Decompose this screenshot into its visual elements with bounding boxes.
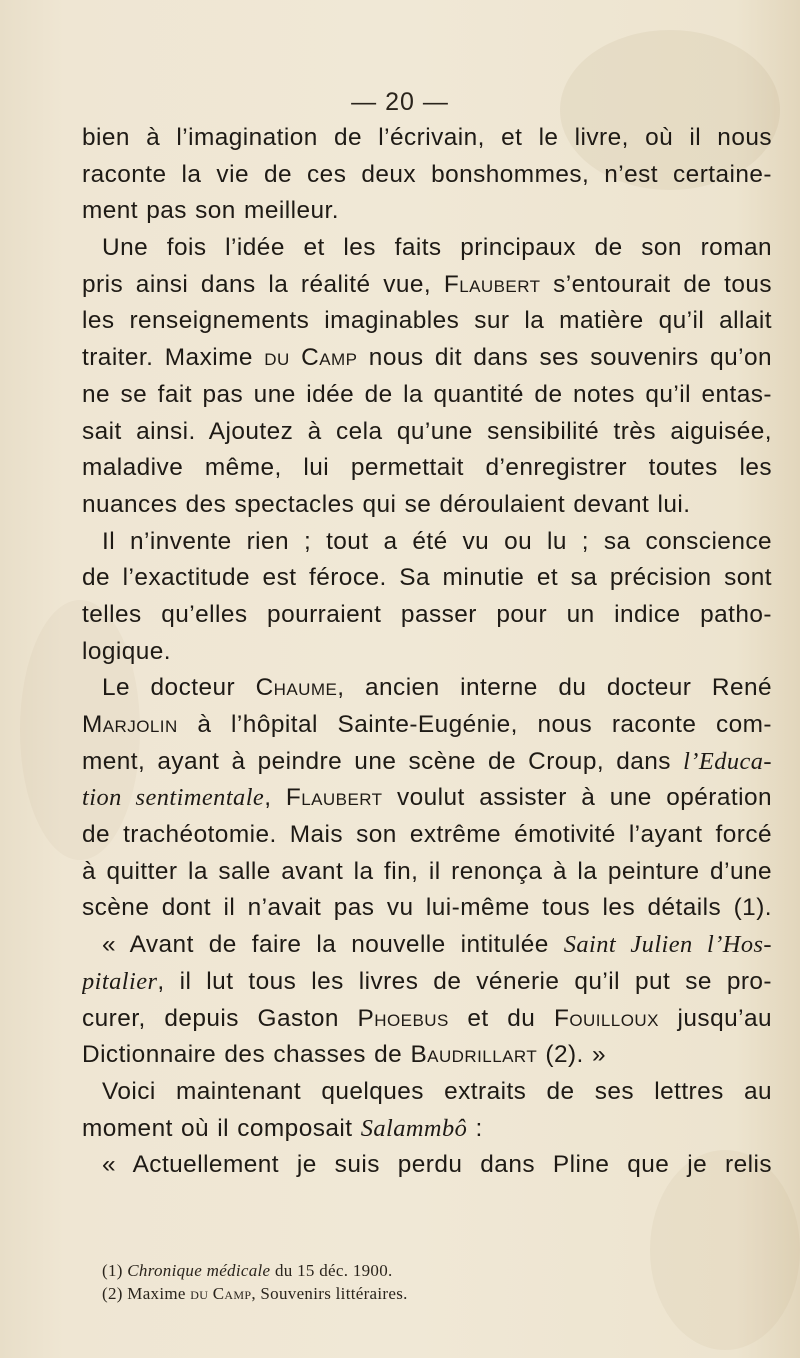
body-text bbox=[82, 120, 772, 1184]
text-line: telles qu’elles pourraient passer pour un indice patho- bbox=[82, 600, 772, 628]
text-line: Une fois l’idée et les faits principaux de son roman bbox=[102, 234, 772, 262]
text-line: pris ainsi dans la réalité vue, Flaubert s’entourait de tous bbox=[82, 270, 772, 298]
text-line: Marjolin à l’hôpital Sainte-Eugénie, nous raconte com- bbox=[82, 711, 772, 738]
footnote: (1) Chronique médicale du 15 déc. 1900. bbox=[102, 1261, 393, 1280]
text-line: ment pas son meilleur. bbox=[82, 197, 339, 225]
text-line: maladive même, lui permettait d’enregistrer toutes les bbox=[82, 454, 772, 482]
text-line: « Avant de faire la nouvelle intitulée Saint Julien l’Hos- bbox=[102, 931, 772, 959]
text-line: de l’exactitude est féroce. Sa minutie et sa précision sont bbox=[82, 564, 772, 592]
footnotes bbox=[102, 1259, 722, 1305]
text-line: les renseignements imaginables sur la matière qu’il allait bbox=[82, 307, 772, 335]
text-line: de trachéotomie. Mais son extrême émotivité l’ayant forcé bbox=[82, 821, 772, 849]
text-line: tion sentimentale, Flaubert voulut assister à une opération bbox=[82, 784, 772, 812]
text-line: curer, depuis Gaston Phoebus et du Fouilloux jusqu’au bbox=[82, 1004, 772, 1032]
text-line: sait ainsi. Ajoutez à cela qu’une sensibilité très aiguisée, bbox=[82, 417, 772, 445]
text-line: à quitter la salle avant la fin, il renonça à la peinture d’une bbox=[82, 857, 772, 885]
footnote: (2) Maxime du Camp, Souvenirs littéraires. bbox=[102, 1284, 408, 1303]
text-line: « Actuellement je suis perdu dans Pline que je relis bbox=[102, 1151, 772, 1179]
text-line: raconte la vie de ces deux bonshommes, n’est certaine- bbox=[82, 160, 772, 188]
text-line: bien à l’imagination de l’écrivain, et le livre, où il nous bbox=[82, 124, 772, 151]
text-line: Dictionnaire des chasses de Baudrillart (2). » bbox=[82, 1041, 607, 1069]
text-line: traiter. Maxime du Camp nous dit dans ses souvenirs qu’on bbox=[82, 344, 772, 372]
text-line: pitalier, il lut tous les livres de vénerie qu’il put se pro- bbox=[82, 967, 772, 995]
text-line: logique. bbox=[82, 637, 172, 665]
text-line: Voici maintenant quelques extraits de ses lettres au bbox=[102, 1077, 772, 1105]
text-line: ne se fait pas une idée de la quantité de notes qu’il entas- bbox=[82, 380, 772, 408]
text-line: ment, ayant à peindre une scène de Croup, dans l’Educa- bbox=[82, 747, 772, 775]
text-line: Il n’invente rien ; tout a été vu ou lu ; sa conscience bbox=[102, 527, 772, 555]
text-line: Le docteur Chaume, ancien interne du docteur René bbox=[102, 674, 772, 702]
page-number: — 20 — bbox=[351, 88, 449, 116]
text-line: scène dont il n’avait pas vu lui-même tous les détails (1). bbox=[82, 894, 772, 922]
text-line: moment où il composait Salammbô : bbox=[82, 1114, 483, 1142]
text-line: nuances des spectacles qui se déroulaient devant lui. bbox=[82, 490, 691, 518]
